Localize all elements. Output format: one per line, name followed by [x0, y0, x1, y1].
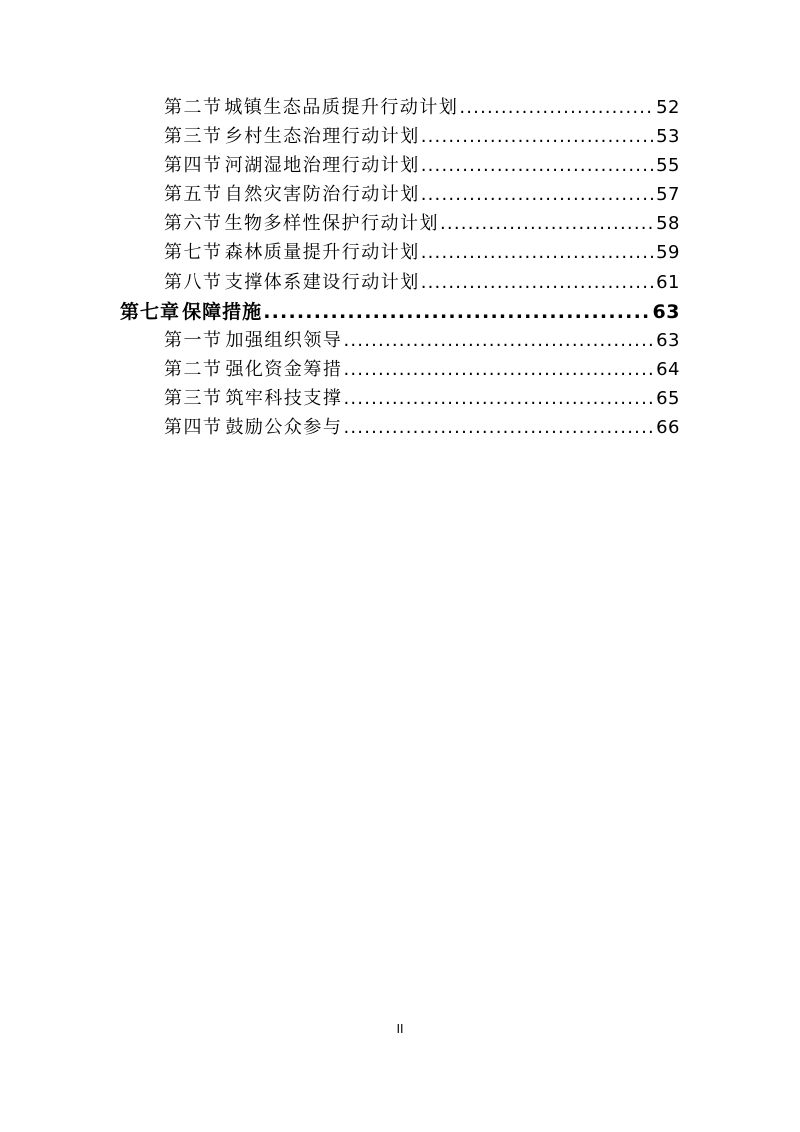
- dot-leader: [421, 242, 654, 263]
- toc-entry-number: 第二节: [164, 358, 223, 380]
- toc-chapter-page: 63: [652, 300, 680, 323]
- toc-entry[interactable]: [120, 180, 680, 209]
- toc-entry-page: 63: [656, 329, 680, 351]
- toc-entry[interactable]: [120, 326, 680, 355]
- toc-entry[interactable]: [120, 268, 680, 297]
- toc-entry-title: 鼓励公众参与: [225, 417, 343, 439]
- dot-leader: [343, 417, 654, 438]
- toc-entry-number: 第二节: [164, 97, 223, 118]
- toc-entry-title: 乡村生态治理行动计划: [224, 126, 420, 148]
- toc-chapter-title: 保障措施: [182, 300, 263, 323]
- toc-chapter-number: 第七章: [120, 300, 181, 323]
- toc-chapter-entry[interactable]: [120, 297, 680, 326]
- toc-entry-number: 第七节: [164, 242, 223, 264]
- toc-entry-number: 第四节: [164, 417, 223, 439]
- toc-entry-number: 第五节: [164, 184, 223, 206]
- dot-leader: [459, 97, 654, 118]
- toc-entry-page: 64: [656, 358, 680, 380]
- dot-leader: [421, 272, 654, 293]
- toc-entry[interactable]: [120, 93, 680, 122]
- toc-entry[interactable]: [120, 209, 680, 238]
- toc-entry-title: 强化资金筹措: [225, 358, 343, 380]
- dot-leader: [440, 213, 654, 234]
- dot-leader: [343, 359, 654, 380]
- toc-entry[interactable]: [120, 151, 680, 180]
- toc-entry-title: 筑牢科技支撑: [225, 387, 343, 409]
- toc-entry[interactable]: [120, 238, 680, 267]
- toc-entry-page: 53: [656, 126, 680, 148]
- toc-entry[interactable]: [120, 355, 680, 384]
- toc-entry-title: 森林质量提升行动计划: [224, 242, 420, 264]
- toc-entry[interactable]: [120, 384, 680, 413]
- toc-entry-number: 第六节: [164, 213, 223, 235]
- toc-entry-page: 59: [656, 242, 680, 264]
- table-of-contents: [120, 93, 680, 442]
- toc-entry-number: 第三节: [164, 387, 223, 409]
- toc-entry-title: 支撑体系建设行动计划: [224, 271, 420, 293]
- toc-entry-page: 57: [656, 184, 680, 206]
- toc-entry-number: 第四节: [164, 155, 223, 177]
- dot-leader: [421, 155, 654, 176]
- toc-entry-title: 河湖湿地治理行动计划: [224, 155, 420, 177]
- toc-entry-title: 加强组织领导: [225, 329, 343, 351]
- page-number-footer: II: [396, 1022, 404, 1036]
- dot-leader: [343, 388, 654, 409]
- toc-entry-number: 第八节: [164, 271, 223, 293]
- toc-entry-page: 52: [656, 97, 680, 118]
- dot-leader: [421, 126, 654, 147]
- toc-entry-page: 58: [656, 213, 680, 235]
- toc-entry-page: 66: [656, 417, 680, 439]
- toc-entry-title: 生物多样性保护行动计划: [224, 213, 440, 235]
- toc-entry[interactable]: [120, 413, 680, 442]
- toc-entry-page: 61: [656, 271, 680, 293]
- toc-entry-page: 55: [656, 155, 680, 177]
- toc-entry-title: 城镇生态品质提升行动计划: [224, 97, 459, 118]
- toc-entry[interactable]: [120, 122, 680, 151]
- dot-leader: [263, 301, 650, 323]
- toc-entry-number: 第三节: [164, 126, 223, 148]
- toc-entry-title: 自然灾害防治行动计划: [224, 184, 420, 206]
- toc-entry-page: 65: [656, 387, 680, 409]
- toc-entry-number: 第一节: [164, 329, 223, 351]
- dot-leader: [343, 330, 654, 351]
- dot-leader: [421, 184, 654, 205]
